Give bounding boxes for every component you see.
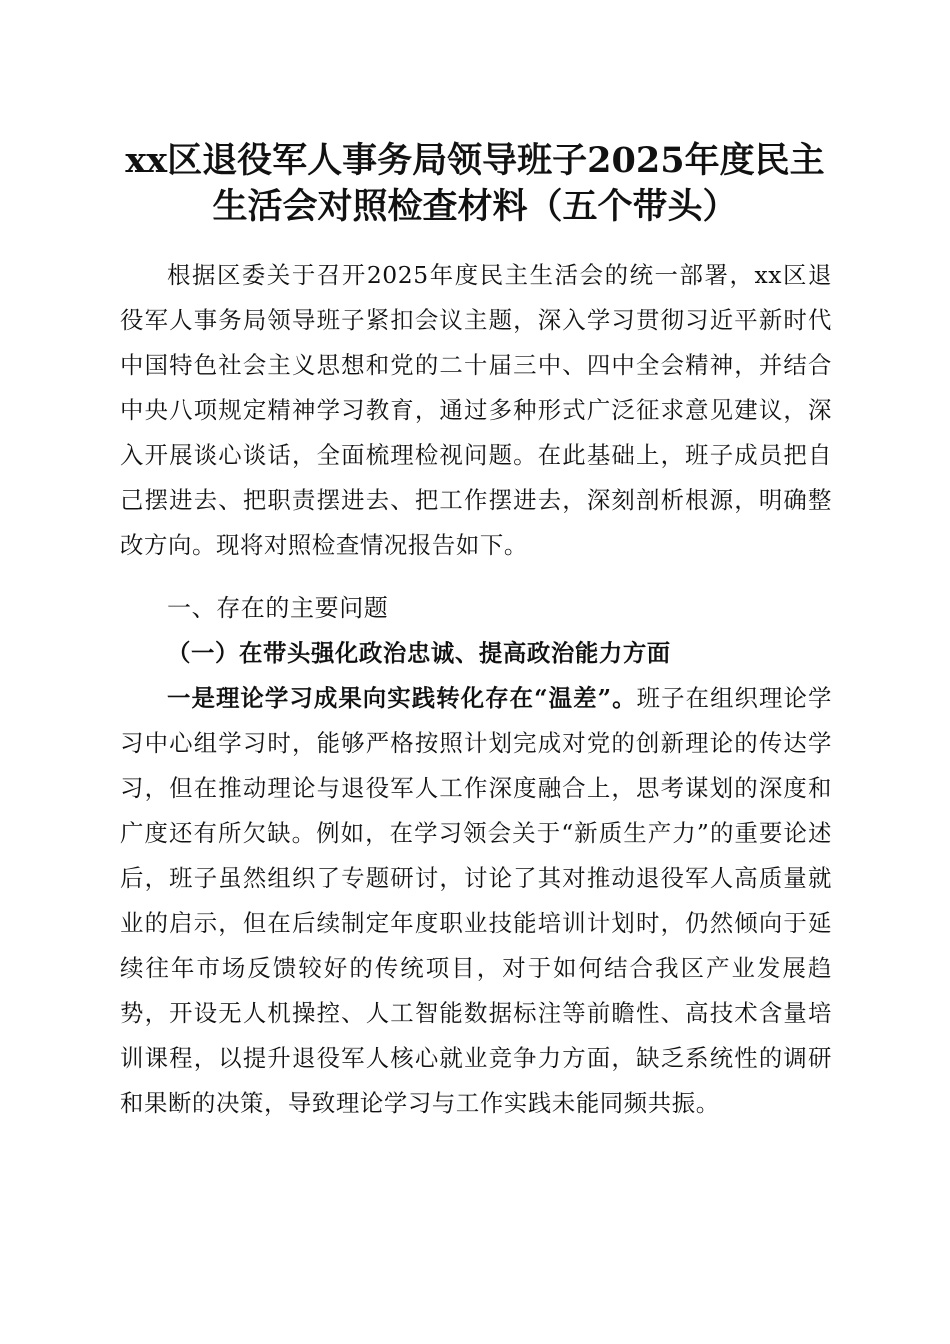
problem-paragraph: [120, 676, 832, 1126]
document-title-line-1: xx区退役军人事务局领导班子2025年度民主: [125, 140, 825, 181]
document-title-line-2: 生活会对照检查材料（五个带头）: [212, 186, 738, 227]
subsection-heading: （一）在带头强化政治忠诚、提高政治能力方面: [167, 639, 671, 667]
problem-lead-sentence: 一是理论学习成果向实践转化存在“温差”。: [167, 684, 637, 712]
intro-paragraph: 根据区委关于召开2025年度民主生活会的统一部署，xx区退役军人事务局领导班子紧扣会议主题，深入学习贯彻习近平新时代中国特色社会主义思想和党的二十届三中、四中全会精神，并结合中央八项规定精神学习教育，通过多种形式广泛征求意见建议，深入开展谈心谈话，全面梳理检视问题。在此基础上，班子成员把自己摆进去、把职责摆进去、把工作摆进去，深刻剖析根源，明确整改方向。现将对照检查情况报告如下。: [120, 261, 832, 559]
problem-body-text: 班子在组织理论学习中心组学习时，能够严格按照计划完成对党的创新理论的传达学习，但在推动理论与退役军人工作深度融合上，思考谋划的深度和广度还有所欠缺。例如，在学习领会关于“新质生产力”的重要论述后，班子虽然组织了专题研讨，讨论了其对推动退役军人高质量就业的启示，但在后续制定年度职业技能培训计划时，仍然倾向于延续往年市场反馈较好的传统项目，对于如何结合我区产业发展趋势，开设无人机操控、人工智能数据标注等前瞻性、高技术含量培训课程，以提升退役军人核心就业竞争力方面，缺乏系统性的调研和果断的决策，导致理论学习与工作实践未能同频共振。: [120, 684, 832, 1117]
section-heading: 一、存在的主要问题: [167, 594, 389, 622]
